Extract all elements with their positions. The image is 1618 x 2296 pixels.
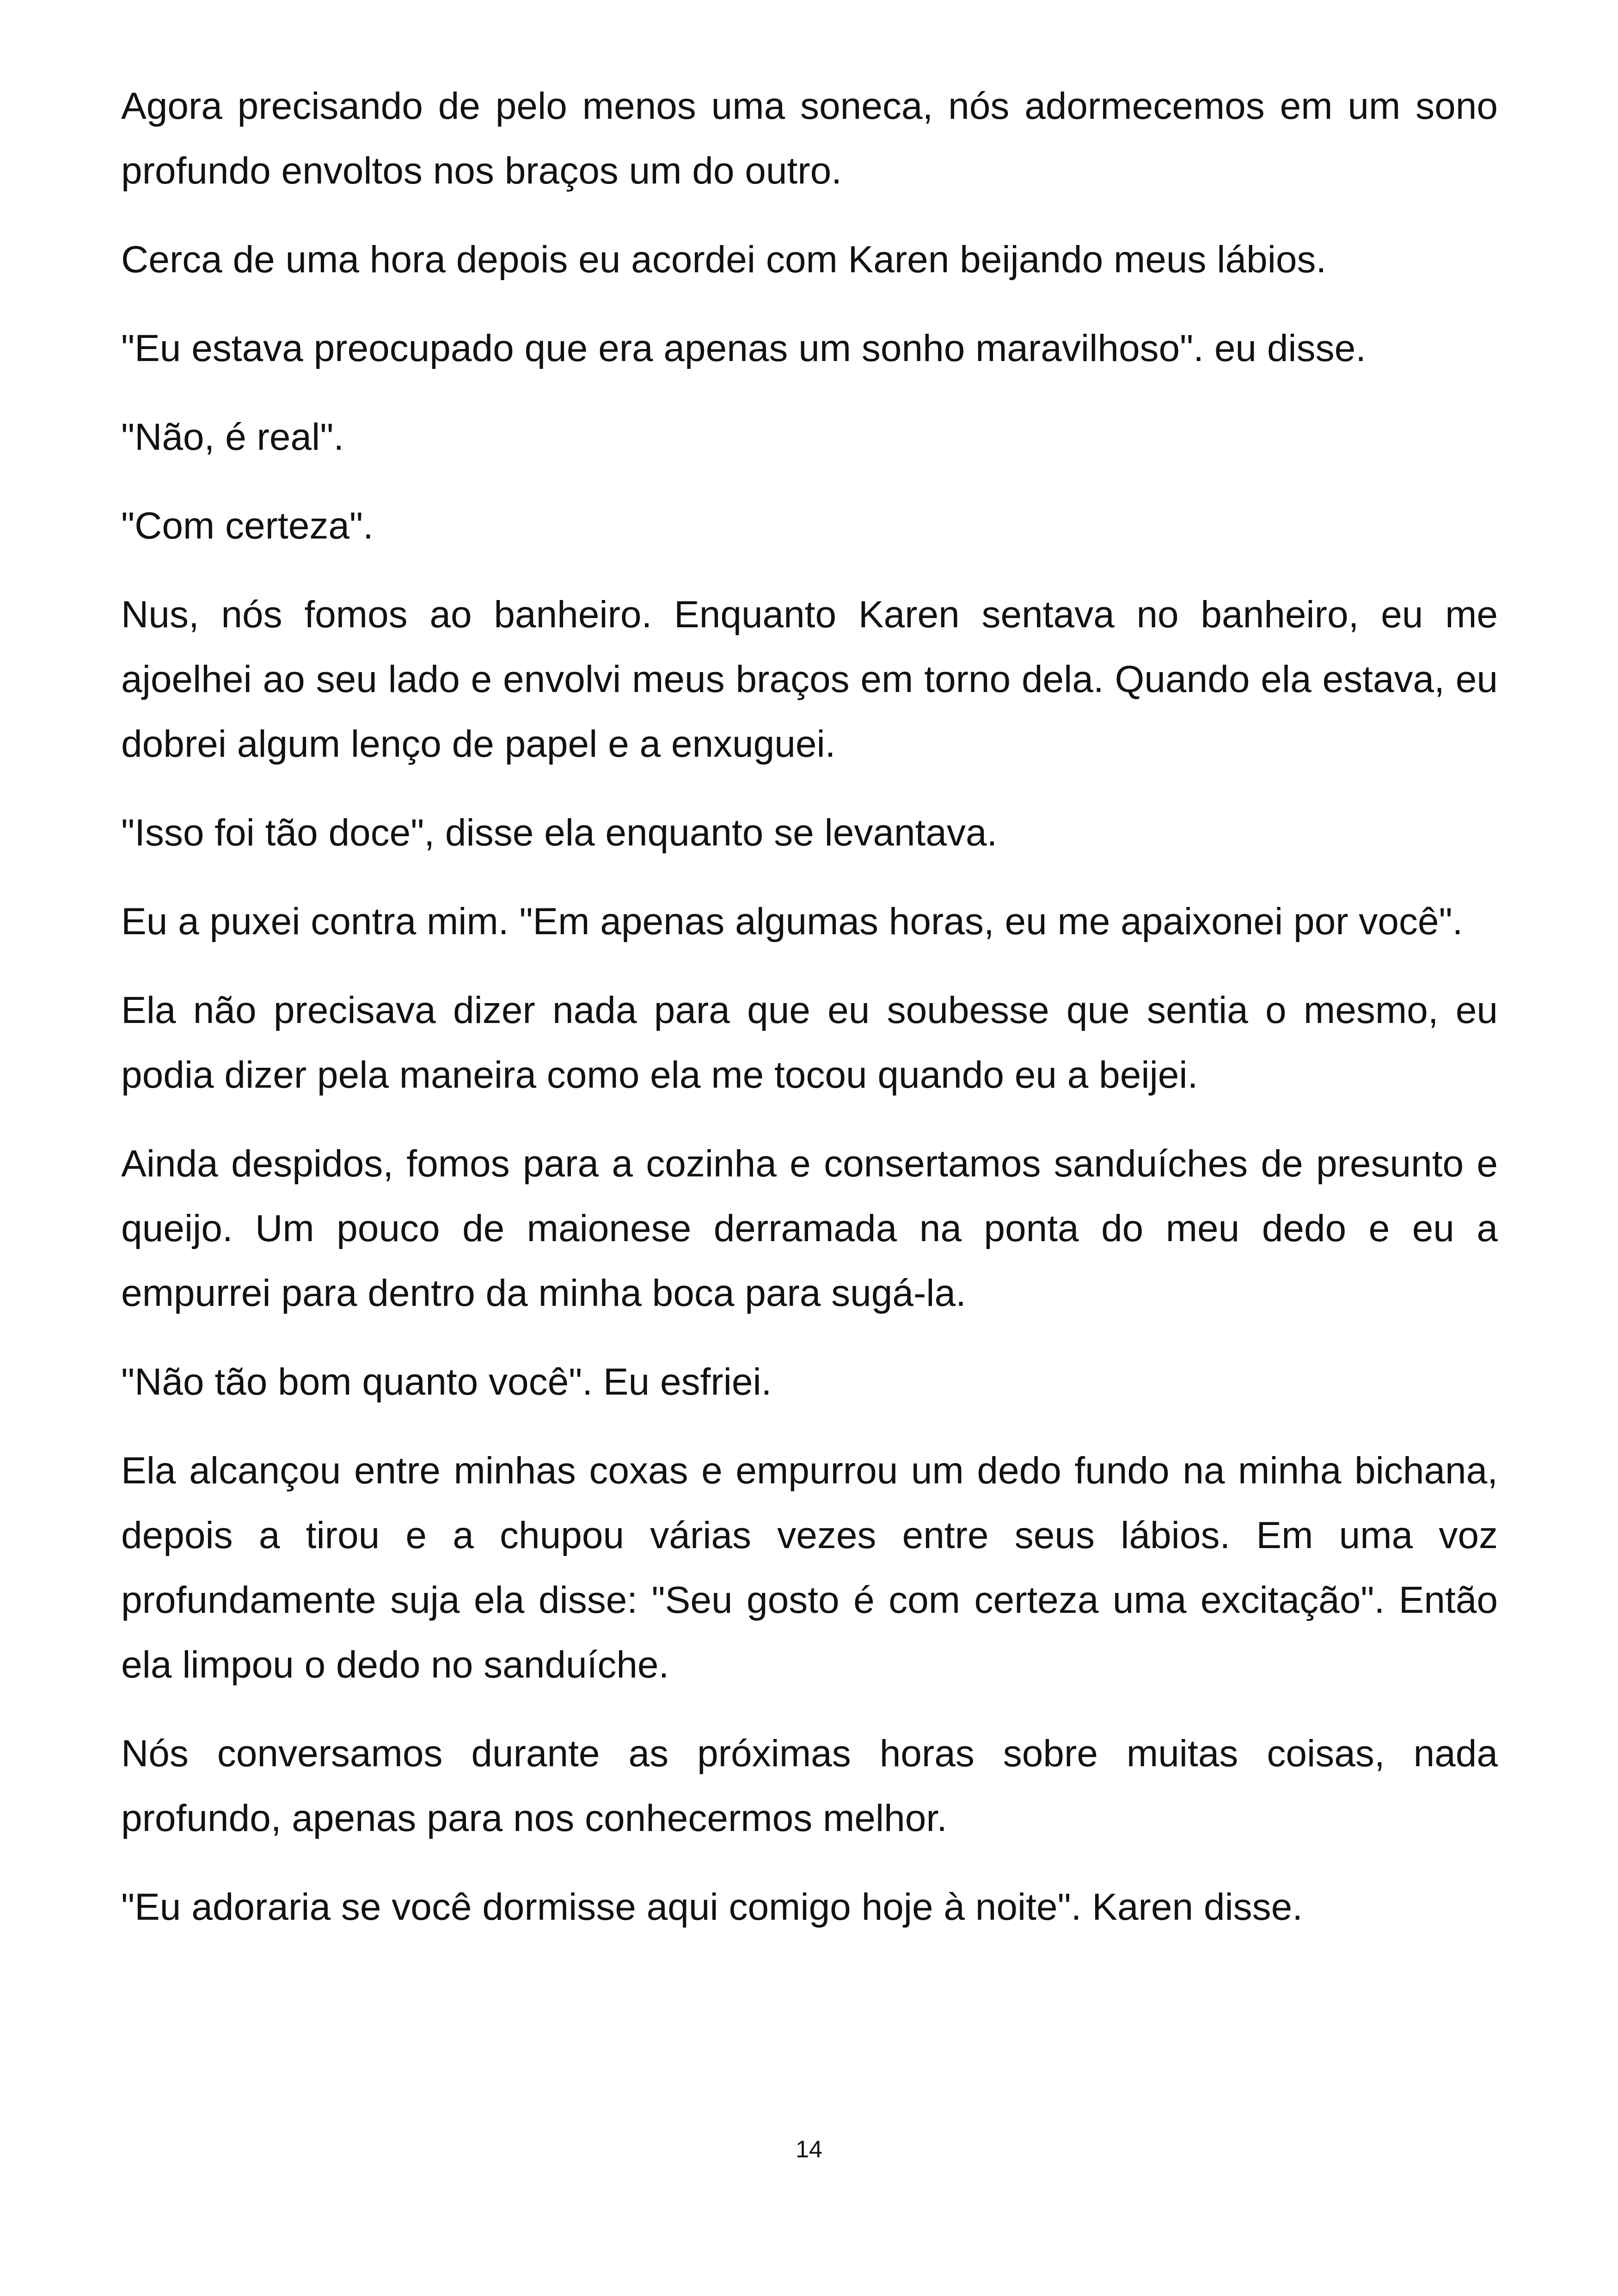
page-number: 14 — [796, 2136, 822, 2163]
paragraph: Nós conversamos durante as próximas horas sobre muitas coisas, nada profundo, apenas para nos conhecermos melhor. — [121, 1733, 1498, 1839]
paragraph: Ela não precisava dizer nada para que eu soubesse que sentia o mesmo, eu podia dizer pela maneira como ela me tocou quando eu a beijei. — [121, 989, 1498, 1096]
paragraph: "Eu estava preocupado que era apenas um sonho maravilhoso". eu disse. — [121, 327, 1367, 369]
paragraph: "Isso foi tão doce", disse ela enquanto se levantava. — [121, 812, 998, 854]
paragraph: "Não, é real". — [121, 416, 344, 458]
paragraph: Ela alcançou entre minhas coxas e empurrou um dedo fundo na minha bichana, depois a tirou e a chupou várias vezes entre seus lábios. Em uma voz profundamente suja ela disse: "Seu gosto é com certeza uma excitação". Então ela limpou o dedo no sanduíche. — [121, 1450, 1498, 1686]
body-text — [121, 74, 1498, 1964]
paragraph: "Não tão bom quanto você". Eu esfriei. — [121, 1361, 772, 1403]
paragraph: "Eu adoraria se você dormisse aqui comigo hoje à noite". Karen disse. — [121, 1886, 1303, 1928]
paragraph: Nus, nós fomos ao banheiro. Enquanto Karen sentava no banheiro, eu me ajoelhei ao seu lado e envolvi meus braços em torno dela. Quando ela estava, eu dobrei algum lenço de papel e a enxuguei. — [121, 594, 1498, 765]
paragraph: "Com certeza". — [121, 505, 374, 547]
paragraph: Agora precisando de pelo menos uma soneca, nós adormecemos em um sono profundo envoltos nos braços um do outro. — [121, 85, 1498, 192]
paragraph: Cerca de uma hora depois eu acordei com Karen beijando meus lábios. — [121, 239, 1327, 281]
paragraph: Eu a puxei contra mim. "Em apenas algumas horas, eu me apaixonei por você". — [121, 900, 1463, 943]
paragraph: Ainda despidos, fomos para a cozinha e consertamos sanduíches de presunto e queijo. Um pouco de maionese derramada na ponta do meu dedo e eu a empurrei para dentro da minha boca para sugá-la. — [121, 1143, 1498, 1314]
